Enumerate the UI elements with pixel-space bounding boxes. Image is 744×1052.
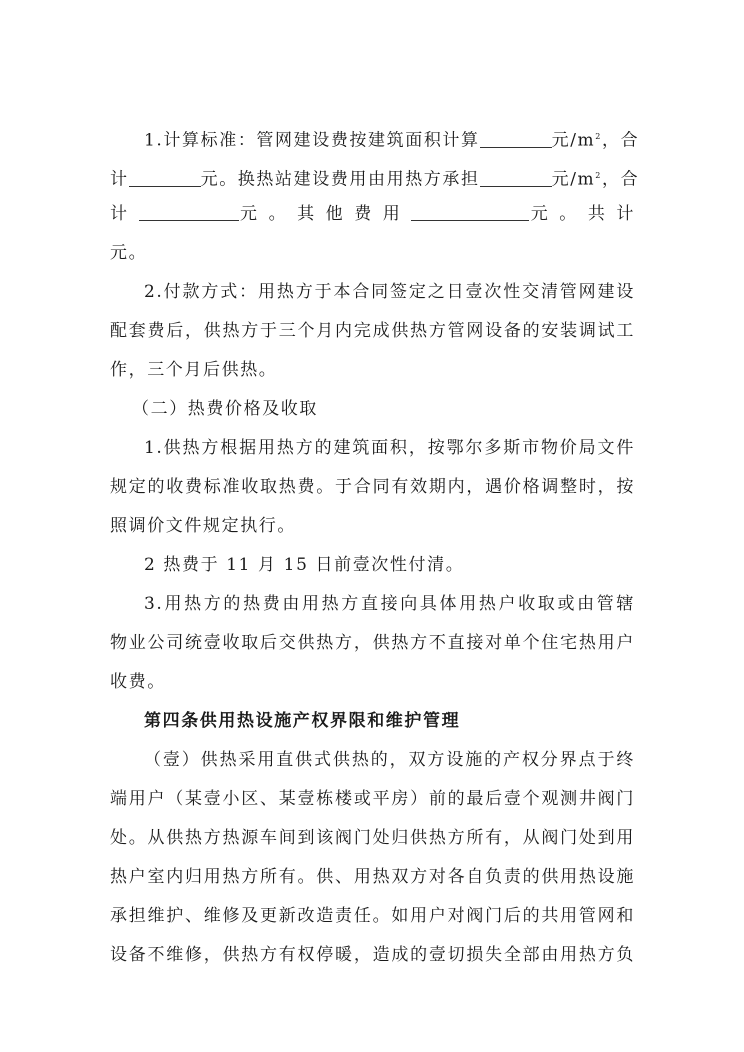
calc-standard-line-3 <box>110 195 635 234</box>
heat-collection-line-3: 收费。 <box>110 672 166 692</box>
unit-text: 元/m <box>551 130 596 151</box>
grand-total-label: 元 。 共 计 <box>529 204 635 224</box>
article-4-line-6: 设备不维修，供热方有权停暖，造成的壹切损失全部由用热方负 <box>110 945 635 965</box>
pipe-network-total-blank[interactable] <box>129 168 201 187</box>
heat-payment-deadline: 2 热费于 11 月 15 日前壹次性付清。 <box>144 555 465 575</box>
article-4-line-3: 处。从供热方热源车间到该阀门处归供热方所有，从阀门处到用 <box>110 828 635 848</box>
article-4-line-5: 承担维护、维修及更新改造责任。如用户对阀门后的共用管网和 <box>110 906 635 926</box>
heat-price-line-3: 照调价文件规定执行。 <box>110 516 296 536</box>
article-4-heading: 第四条供用热设施产权界限和维护管理 <box>144 711 461 731</box>
calc-standard-line-2 <box>110 156 640 195</box>
other-fees-text: 元 。 其 他 费 用 <box>238 204 403 224</box>
calc-standard-text: 1.计算标准：管网建设费按建筑面积计算 <box>144 130 480 151</box>
calc-standard-line-4 <box>110 234 635 273</box>
calc-standard-line-1 <box>110 117 640 156</box>
unit-superscript: 2 <box>595 171 602 180</box>
other-fees-blank[interactable] <box>411 202 529 221</box>
article-4-line-4: 热户室内归用热方所有。供、用热双方对各自负责的供用热设施 <box>110 867 635 887</box>
heat-collection-line-1: 3.用热方的热费由用热方直接向具体用热户收取或由管辖 <box>144 594 635 614</box>
pipe-network-rate-blank[interactable] <box>480 129 552 148</box>
heat-price-line-2: 规定的收费标准收取热费。于合同有效期内，遇价格调整时，按 <box>110 477 635 497</box>
payment-line-3: 作，三个月后供热。 <box>110 360 278 380</box>
heat-price-line-1: 1.供热方根据用热方的建筑面积，按鄂尔多斯市物价局文件 <box>144 438 635 458</box>
total-label: 计 <box>110 169 129 190</box>
article-4-line-1: （壹）供热采用直供式供热的，双方设施的产权分界点于终 <box>144 750 635 770</box>
payment-line-2: 配套费后，供热方于三个月内完成供热方管网设备的安装调试工 <box>110 321 635 341</box>
separator-text: ，合 <box>601 169 640 190</box>
unit-superscript: 2 <box>595 132 602 141</box>
station-rate-blank[interactable] <box>480 168 552 187</box>
payment-line-1: 2.付款方式：用热方于本合同签定之日壹次性交清管网建设 <box>144 282 635 302</box>
article-4-line-2: 端用户（某壹小区、某壹栋楼或平房）前的最后壹个观测井阀门 <box>110 789 635 809</box>
document-page <box>110 117 640 975</box>
station-total-blank[interactable] <box>139 202 239 221</box>
station-fee-text: 元。换热站建设费用由用热方承担 <box>200 169 480 190</box>
yuan-text: 元。 <box>110 243 148 263</box>
total-label: 计 <box>110 204 131 224</box>
heat-collection-line-2: 物业公司统壹收取后交供热方，供热方不直接对单个住宅热用户 <box>110 633 635 653</box>
subsection-heading: （二）热费价格及收取 <box>132 399 318 419</box>
unit-text: 元/m <box>551 169 596 190</box>
separator-text: ，合 <box>601 130 640 151</box>
